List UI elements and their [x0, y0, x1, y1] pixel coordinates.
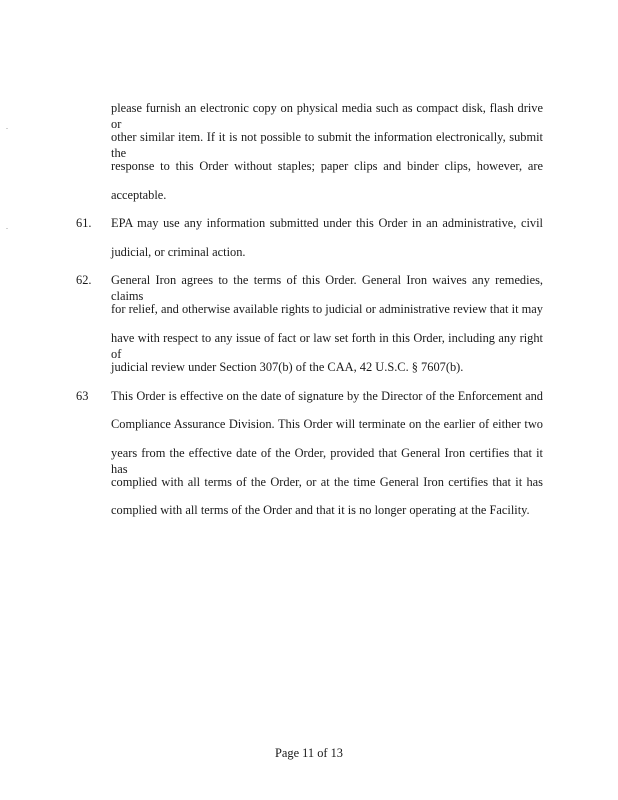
body-line: General Iron agrees to the terms of this Order. General Iron waives any remedies, claims	[111, 273, 543, 303]
paragraph-number: 61.	[76, 216, 92, 230]
body-line: judicial, or criminal action.	[111, 245, 246, 259]
body-line: This Order is effective on the date of signature by the Director of the Enforcement and	[111, 389, 543, 403]
body-line: years from the effective date of the Order, provided that General Iron certifies that it has	[111, 446, 543, 476]
body-line: other similar item. If it is not possible to submit the information electronically, submit the	[111, 130, 543, 160]
margin-mark: .	[6, 122, 8, 131]
body-line: complied with all terms of the Order, or at the time General Iron certifies that it has	[111, 475, 543, 489]
body-line: judicial review under Section 307(b) of the CAA, 42 U.S.C. § 7607(b).	[111, 360, 464, 374]
body-line: Compliance Assurance Division. This Order will terminate on the earlier of either two	[111, 417, 543, 431]
margin-mark: .	[6, 222, 8, 231]
paragraph-number: 63	[76, 389, 89, 403]
body-line: for relief, and otherwise available rights to judicial or administrative review that it may	[111, 302, 543, 316]
body-line: please furnish an electronic copy on physical media such as compact disk, flash drive or	[111, 101, 543, 131]
page-number-footer: Page 11 of 13	[274, 746, 344, 760]
paragraph-number: 62.	[76, 273, 92, 287]
body-line: acceptable.	[111, 188, 167, 202]
body-line: complied with all terms of the Order and that it is no longer operating at the Facility.	[111, 503, 530, 517]
body-line: response to this Order without staples; paper clips and binder clips, however, are	[111, 159, 543, 173]
body-line: EPA may use any information submitted under this Order in an administrative, civil	[111, 216, 543, 230]
body-line: have with respect to any issue of fact or law set forth in this Order, including any right of	[111, 331, 543, 361]
